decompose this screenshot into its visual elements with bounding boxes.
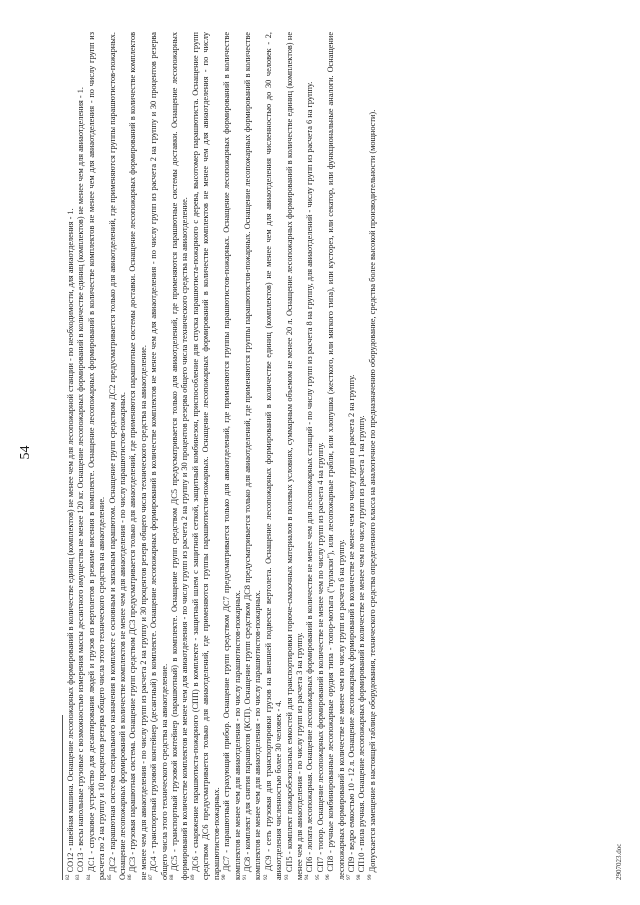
footnote-number: 92 bbox=[262, 874, 269, 880]
footnote-text: СП10 - пила ручная. Оснащение лесопожарных формирований в количестве не менее чем по числу групп из расчета 1 на группу. bbox=[357, 415, 367, 873]
footnote-number: 93 bbox=[283, 874, 290, 880]
footnote-number: 95 bbox=[314, 874, 321, 880]
footnote-number: 89 bbox=[190, 874, 197, 880]
footnote-text: ДС2 - парашютная система специального назначения в комплекте с основным и запасным парашютом. Оснащение групп средством ДС2 предусматривается только для авиаотделений, где применяются группы парашютистов-пожарных. Оснащение лесопожарных формирований в количестве комплектов не менее чем для авиаотделения - по числу парашютистов-пожарных. bbox=[107, 32, 128, 880]
footnote-text: Допускается замещение в настоящей таблице оборудования, технического средства определенного класса на аналогичное по предназначению оборудование, средства более высокой производительности (мощности). bbox=[367, 109, 377, 873]
footnote bbox=[76, 32, 86, 880]
footnote-text: СП5 - комплект пожаробезопасных емкостей для транспортировки горюче-смазочных материалов в полевых условиях, суммарным объемом не менее 20 л. Оснащение лесопожарных формирований в количестве единиц (комплектов) не менее чем для авиаотделения - по числу групп из расчета 3 на группу. bbox=[284, 32, 304, 880]
footnote-text: СО13 - весы напольные грузовые с возможностью измерения массы десантного имущества не менее 120 кг. Оснащение лесопожарных формирований в количестве единиц (комплектов) не менее чем для авиаотделения - 1. bbox=[76, 87, 86, 873]
footnote bbox=[170, 32, 191, 880]
footnote-text: СП8 - ручные комбинированные лесопожарные орудия типа - топор-мотыга ("пуласки"), или лесопожарные грабли, или хлопушка (жесткого, или мягкого типа), или кусторез, или секатор, или функциональные аналоги. Оснащение лесопожарных формирований в количестве не менее чем по числу групп из расчета 6 на группу. bbox=[326, 32, 346, 880]
footnotes-block bbox=[62, 32, 378, 880]
footnote bbox=[264, 32, 285, 880]
footnote-number: 85 bbox=[106, 874, 113, 880]
footnote bbox=[66, 32, 76, 880]
footnote bbox=[368, 32, 378, 880]
footnote-text: ДС3 - грузовая парашютная система. Оснащение групп средством ДС3 предусматривается только для авиаотделений, где применяются парашютные системы доставки. Оснащение лесопожарных формирований в количестве комплектов не менее чем для авиаотделения - по числу групп из расчета 2 на группу и 30 процентов резерв общего числа технического средства на авиаотделение. bbox=[128, 31, 148, 880]
footnote-number: 91 bbox=[242, 874, 249, 880]
footnote-text: СП9 - ведро емкостью 10 - 12 л. Оснащение лесопожарных формирований в количестве не менее чем по числу групп из расчета 2 на группу. bbox=[346, 374, 356, 873]
footnote-text: ДС6 - снаряжение парашютиста-пожарного (СПП) в комплекте - защитный шлем с защитной сеткой, защитный комбинезон, приспособление для спуска парашютиста-пожарного с дерева, высотомер парашютиста. Оснащение групп средством ДС6 предусматривается только для авиаотделений, где применяются группы парашютистов-пожарных. Оснащение лесопожарных формирований в количестве комплектов не менее чем для авиаотделения - по числу парашютистов-пожарных. bbox=[190, 32, 221, 880]
footnote bbox=[128, 32, 149, 880]
footnote-number: 98 bbox=[356, 874, 363, 880]
footnote-number: 86 bbox=[127, 874, 134, 880]
footnote bbox=[243, 32, 264, 880]
page-number: 54 bbox=[18, 445, 33, 460]
footnote-text: ДС7 - парашютный страхующий прибор. Оснащение групп средством ДС7 предусматривается только для авиаотделений, где применяются группы парашютистов-пожарных. Оснащение лесопожарных формирований в количестве комплектов не менее чем для авиаотделения - по числу парашютистов-пожарных. bbox=[222, 32, 242, 880]
footnote-text: ДС5 - транспортный грузовой контейнер (парашютный) в комплекте. Оснащение групп средством ДС5 предусматривается только для авиаотделений, где применяются парашютные системы доставки. Оснащение лесопожарных формирований в количестве комплектов не менее чем для авиаотделения - по числу групп из расчета 2 на группу и 30 процентов резерва общего числа технического средства на авиаотделение. bbox=[170, 32, 190, 880]
footnote-number: 83 bbox=[75, 874, 82, 880]
footnote bbox=[326, 32, 347, 880]
footnote bbox=[285, 32, 306, 880]
footnote bbox=[222, 32, 243, 880]
footnote-number: 97 bbox=[346, 874, 353, 880]
footnote-text: СО12 - швейная машина. Оснащение лесопожарных формирований в количестве единиц (комплектов) не менее чем для лесопожарной станции - по необходимости, для авиаотделения - 1. bbox=[66, 208, 75, 873]
footnote bbox=[191, 32, 222, 880]
footnote-text: ДС8 - комплект для снятия парашютов (КСП). Оснащение групп средством ДС8 предусматривается только для авиаотделений, где применяются группы парашютистов-пожарных. Оснащение лесопожарных формирований в количестве комплектов не менее чем для авиаотделения - по числу парашютистов-пожарных. bbox=[242, 32, 263, 880]
footnote bbox=[357, 32, 367, 880]
footnote-text: СП7 - топор. Оснащение лесопожарных формирований в количестве не менее чем по числу групп из расчета 4 на группу. bbox=[315, 442, 325, 873]
footnote-number: 94 bbox=[304, 874, 311, 880]
footnote bbox=[87, 32, 108, 880]
footnote-number: 96 bbox=[325, 874, 332, 880]
footnote-number: 88 bbox=[169, 874, 176, 880]
footnote bbox=[316, 32, 326, 880]
footnote-text: ДС9 - сеть грузовая для транспортировки грузов на внешней подвеске вертолета. Оснащение лесопожарных формирований в количестве единиц (комплектов) не менее чем для авиаотделения численностью до 30 человек - 2, авиаотделения численностью более 30 человек - 4. bbox=[263, 32, 284, 880]
footnote-separator bbox=[62, 715, 63, 880]
footnote-text: ДС4 - транспортный грузовой контейнер (десантный) в комплекте. Оснащение лесопожарных формирований в количестве комплектов не менее чем для авиаотделения - по числу групп из расчета 2 на группу и 30 процентов резерва общего числа этого технического средства на авиаотделение. bbox=[149, 32, 169, 880]
footnote bbox=[347, 32, 357, 880]
footnote-number: 82 bbox=[65, 874, 72, 880]
footnote bbox=[108, 32, 129, 880]
file-label: 2907023.doc bbox=[615, 843, 623, 880]
footnote-number: 90 bbox=[221, 874, 228, 880]
footnote-text: СП6 - лопата лесопожарная. Оснащение лесопожарных формирований в количестве не менее чем для лесопожарных станций - по числу групп из расчета 8 на группу, для авиаотделений - числу групп из расчета 6 на группу. bbox=[305, 81, 315, 873]
footnote-number: 99 bbox=[367, 874, 374, 880]
footnote-number: 84 bbox=[86, 874, 93, 880]
footnote-number: 87 bbox=[148, 874, 155, 880]
footnote-text: ДС1 - спусковое устройство для десантирования людей и грузов из вертолетов в режиме висения в комплекте. Оснащение лесопожарных формирований в количестве комплектов не менее чем для авиаотделения - по числу групп из расчета по 2 на группу и 10 процентов резерва общего числа этого технического средства на авиаотделение. bbox=[86, 31, 107, 880]
footnote bbox=[149, 32, 170, 880]
footnote bbox=[305, 32, 315, 880]
